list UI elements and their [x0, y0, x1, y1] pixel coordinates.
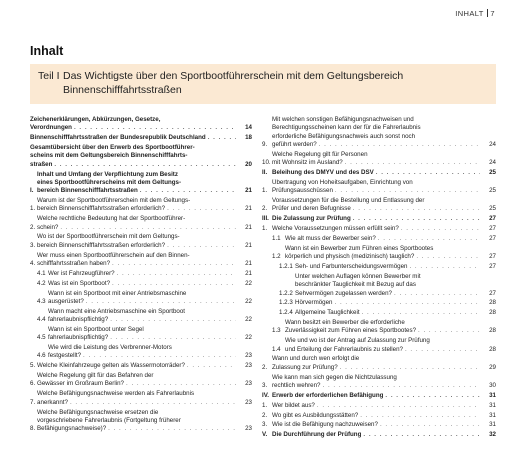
- toc-entry-page: 18: [245, 134, 252, 142]
- toc-entry-number: 6.: [30, 380, 36, 388]
- toc-entry-text: festgestellt?: [48, 352, 82, 360]
- toc-entry: [262, 337, 496, 354]
- toc-entry-number: 2.: [262, 363, 268, 371]
- toc-entry-text: mit Wohnsitz im Ausland?: [272, 159, 343, 167]
- toc-entry-number: 3.: [262, 381, 268, 389]
- toc-entry: [262, 319, 496, 336]
- toc-entry-page: 21: [245, 187, 252, 195]
- toc-entry: [30, 308, 252, 325]
- toc-entry: [262, 235, 496, 243]
- toc-entry-text: schein?: [37, 223, 59, 231]
- dot-leader: [74, 124, 236, 132]
- toc-entry-number: 4.5: [37, 334, 46, 342]
- toc-entry-page: 30: [489, 381, 496, 389]
- toc-entry-text: straßen: [30, 160, 53, 168]
- toc-left-column: [30, 116, 252, 434]
- dot-leader: [378, 235, 480, 243]
- toc-entry: [30, 326, 252, 343]
- toc-entry-page: 22: [245, 297, 252, 305]
- toc-entry-text: anerkannt?: [37, 398, 68, 406]
- toc-entry-text: Welche Regelung gilt für das Befahren der: [37, 372, 154, 380]
- toc-entry: [262, 263, 496, 271]
- toc-entry-page: 28: [489, 327, 496, 335]
- dot-leader: [363, 431, 480, 439]
- toc-entry-number: IV.: [262, 391, 269, 399]
- toc-entry: [30, 362, 252, 370]
- toc-entry-text: Wann ist ein Sportboot unter Segel: [48, 325, 144, 333]
- dot-leader: [208, 134, 236, 142]
- toc-entry-text: Wie ist die Befähigung nachzuweisen?: [272, 421, 378, 429]
- toc-entry: [262, 374, 496, 391]
- toc-entry-page: 23: [245, 425, 252, 433]
- toc-entry-text: eines Sportbootführerscheins mit dem Geltungs-: [37, 178, 182, 186]
- toc-entry-text: Wo ist der Sportbootführerschein mit dem Geltungs-: [37, 233, 180, 241]
- dot-leader: [380, 421, 480, 429]
- toc-entry: [262, 402, 496, 410]
- toc-entry-text: Wann und durch wen erfolgt die: [272, 355, 360, 363]
- toc-entry: [262, 273, 496, 298]
- toc-entry-text: Wie wird die Leistung des Verbrenner-Motors: [48, 344, 172, 352]
- toc-entry-page: 14: [245, 124, 252, 132]
- toc-entry-text: Wer bildet aus?: [272, 401, 315, 409]
- toc-entry: [262, 151, 496, 168]
- toc-entry-number: 4.2: [37, 279, 46, 287]
- toc-entry: [30, 344, 252, 361]
- toc-entry-number: 4.6: [37, 352, 46, 360]
- toc-entry-text: Welche Befähigungsnachweise werden als Fahrerlaubnis: [37, 390, 195, 398]
- dot-leader: [60, 224, 236, 232]
- toc-entry-text: Binnenschifffahrtsstraßen der Bundesrepublik Deutschland: [30, 134, 206, 142]
- toc-entry-text: körperlich und physisch (medizinisch) tauglich?: [285, 253, 415, 261]
- toc-entry-text: ausgerüstet?: [48, 297, 84, 305]
- toc-entry-number: 2.: [262, 205, 268, 213]
- part-title: Das Wichtigste über den Sportbootführerschein mit dem Geltungsbereich Binnenschifffahrtsstraßen: [63, 70, 404, 96]
- toc-entry-number: 1.2: [272, 253, 281, 261]
- toc-entry-number: II.: [262, 169, 268, 177]
- toc-entry-text: Wie alt muss der Bewerber sein?: [285, 234, 376, 242]
- toc-entry-text: Wie kann man sich gegen die Nichtzulassung: [272, 373, 397, 381]
- toc-entry-page: 22: [245, 279, 252, 287]
- toc-entry-text: Wann macht eine Antriebsmaschine ein Sportboot: [48, 307, 186, 315]
- dot-leader: [86, 298, 236, 306]
- toc-entry: [30, 372, 252, 389]
- toc-entry: [30, 233, 252, 250]
- dot-leader: [167, 205, 236, 213]
- toc-entry-number: 5.: [30, 362, 36, 370]
- toc-entry-text: Allgemeine Tauglichkeit: [295, 309, 360, 317]
- toc-entry-text: Mit welchen sonstigen Befähigungsnachweisen und: [272, 116, 414, 123]
- dot-leader: [317, 402, 480, 410]
- toc-entry-text: Wo gibt es Ausbildungsstätten?: [272, 411, 359, 419]
- toc-entry-text: Was ist ein Sportboot?: [48, 279, 111, 287]
- toc-entry-text: Prüfer und deren Befugnisse: [272, 205, 351, 213]
- dot-leader: [362, 309, 480, 317]
- dot-leader: [112, 280, 236, 288]
- toc-entry: [262, 169, 496, 177]
- toc-entry-page: 27: [489, 234, 496, 242]
- toc-entry-text: Befähigungsnachweise)?: [37, 425, 107, 433]
- toc-entry: [30, 252, 252, 269]
- toc-entry-text: und Erteilung der Fahrerlaubnis zu stellen?: [285, 345, 403, 353]
- dot-leader: [140, 187, 236, 195]
- toc-entry-text: Wann besitzt ein Bewerber die erforderliche: [285, 319, 405, 327]
- dot-leader: [167, 242, 236, 250]
- dot-leader: [385, 392, 480, 400]
- toc-entry-text: Warum ist der Sportbootführerschein mit dem Geltungs-: [37, 197, 191, 205]
- toc-entry-page: 27: [489, 215, 496, 223]
- dot-leader: [394, 290, 480, 298]
- toc-entry: [262, 355, 496, 372]
- toc-right-column: [262, 116, 496, 440]
- running-head: [455, 9, 495, 18]
- toc-entry-text: bereich Binnenschifffahrtsstraßen erforderlich?: [37, 205, 166, 213]
- dot-leader: [110, 316, 236, 324]
- toc-entry-text: Zulassung zur Prüfung?: [272, 363, 338, 371]
- dot-leader: [340, 364, 480, 372]
- toc-entry: [30, 270, 252, 278]
- toc-entry-number: III.: [262, 215, 269, 223]
- toc-entry-text: Voraussetzungen für die Bestellung und Entlassung der: [272, 197, 425, 205]
- toc-entry-number: 2.: [30, 223, 36, 231]
- dot-leader: [416, 253, 480, 261]
- toc-entry-page: 31: [489, 391, 496, 399]
- toc-entry-number: 2.: [262, 411, 268, 419]
- toc-entry-text: Wann ist ein Bewerber zum Führen eines Sportbootes: [285, 244, 434, 252]
- toc-entry: [30, 134, 252, 142]
- toc-entry: [262, 215, 496, 223]
- dot-leader: [335, 299, 481, 307]
- toc-entry-page: 21: [245, 269, 252, 277]
- toc-entry-number: 3.: [262, 421, 268, 429]
- dot-leader: [405, 346, 480, 354]
- toc-entry-text: rechtlich wehren?: [272, 381, 321, 389]
- toc-entry-text: Sehvermögen zugelassen werden?: [295, 289, 392, 297]
- toc-entry-page: 31: [489, 401, 496, 409]
- toc-entry-number: 7.: [30, 398, 36, 406]
- toc-entry: [262, 431, 496, 439]
- toc-entry-page: 25: [489, 169, 496, 177]
- toc-entry-page: 27: [489, 263, 496, 270]
- toc-entry-text: erforderliche Befähigungsnachweis auch sonst noch: [272, 132, 416, 140]
- toc-entry-text: Wer ist Fahrzeugführer?: [48, 269, 115, 277]
- dot-leader: [335, 187, 480, 195]
- toc-entry-number: 1.4: [272, 345, 281, 353]
- toc-entry-text: Seh- und Farbunterscheidungsvermögen: [295, 263, 408, 270]
- toc-entry-text: Welche Voraussetzungen müssen erfüllt sein?: [272, 225, 399, 233]
- toc-entry-number: 4.: [30, 260, 36, 267]
- toc-entry-page: 22: [245, 316, 252, 324]
- toc-entry-number: 4.3: [37, 297, 46, 305]
- toc-entry: [30, 409, 252, 434]
- toc-entry-page: 27: [489, 225, 496, 233]
- toc-entry: [262, 309, 496, 317]
- toc-entry-page: 20: [245, 160, 252, 168]
- dot-leader: [112, 260, 236, 268]
- dot-leader: [83, 352, 236, 360]
- toc-entry-page: 28: [489, 299, 496, 307]
- toc-entry-text: fahrerlaubnispflichtig?: [48, 334, 109, 342]
- running-head-page-number: 7: [490, 9, 495, 18]
- dot-leader: [187, 362, 236, 370]
- toc-entry-number: 1.2.2: [279, 289, 293, 297]
- toc-entry-page: 22: [245, 334, 252, 342]
- toc-entry: [30, 144, 252, 169]
- toc-entry-text: Prüfungsausschüssen: [272, 187, 333, 195]
- toc-entry: [30, 390, 252, 407]
- toc-entry-page: 28: [489, 345, 496, 353]
- toc-entry-number: 1.3: [272, 327, 281, 335]
- toc-entry-number: 1.: [262, 225, 268, 233]
- toc-entry: [30, 171, 252, 196]
- toc-entry-text: Übertragung von Hoheitsaufgaben, Einrichtung von: [272, 178, 413, 186]
- toc-entry: [262, 392, 496, 400]
- dot-leader: [353, 205, 480, 213]
- toc-entry-text: Welche Kleinfahrzeuge gelten als Wassermotorräder?: [37, 362, 185, 370]
- toc-entry-page: 25: [489, 205, 496, 213]
- toc-entry-text: geführt werden?: [272, 141, 317, 149]
- dot-leader: [353, 215, 480, 223]
- toc-entry-number: 1.: [262, 401, 268, 409]
- toc-entry-text: Welche Befähigungsnachweise ersetzen die: [37, 408, 159, 416]
- toc-entry-number: 8.: [30, 425, 36, 433]
- toc-entry-page: 21: [245, 241, 252, 249]
- toc-entry: [262, 197, 496, 214]
- dot-leader: [376, 169, 480, 177]
- toc-entry: [262, 421, 496, 429]
- toc-entry-page: 27: [489, 253, 496, 261]
- toc-entry-number: 1.: [262, 187, 268, 195]
- toc-entry-text: Wann ist ein Sportboot mit einer Antriebsmaschine: [48, 289, 187, 297]
- toc-entry-number: 1.2.1: [279, 263, 293, 270]
- dot-leader: [360, 412, 480, 420]
- toc-entry-text: beschränkter Tauglichkeit mit Bezug auf das: [295, 281, 416, 289]
- toc-entry-text: Die Zulassung zur Prüfung: [272, 215, 351, 223]
- toc-entry-text: scheins mit dem Geltungsbereich Binnenschifffahrts-: [30, 152, 188, 160]
- toc-entry-number: 1.2.3: [279, 299, 293, 307]
- toc-entry: [30, 280, 252, 288]
- dot-leader: [345, 159, 480, 167]
- toc-entry-text: Hörvermögen: [295, 299, 333, 307]
- toc-entry: [30, 215, 252, 232]
- running-head-label: INHALT: [455, 9, 484, 18]
- toc-entry-page: 27: [489, 289, 496, 297]
- toc-entry: [262, 299, 496, 307]
- toc-entry-text: Gewässer im Großraum Berlin?: [37, 380, 124, 388]
- part-number: Teil I: [38, 70, 60, 82]
- toc-entry-number: 1.2.4: [279, 309, 293, 317]
- toc-entry-text: Wie und wo ist der Antrag auf Zulassung zur Prüfung: [285, 337, 430, 345]
- toc-entry-number: 3.: [30, 241, 36, 249]
- dot-leader: [70, 399, 236, 407]
- toc-entry-text: Verordnungen: [30, 124, 72, 132]
- toc-entry-text: vorgeschriebene Fahrerlaubnis (Fortgeltung früherer: [37, 416, 181, 424]
- toc-entry-page: 21: [245, 223, 252, 231]
- toc-entry-number: I.: [30, 187, 34, 195]
- toc-entry-number: 9.: [262, 141, 268, 149]
- dot-leader: [323, 382, 481, 390]
- dot-leader: [110, 334, 236, 342]
- toc-entry-page: 24: [489, 141, 496, 149]
- toc-entry-page: 23: [245, 380, 252, 388]
- toc-entry-page: 21: [245, 260, 252, 267]
- dot-leader: [319, 141, 480, 149]
- toc-entry-text: schifffahrtsstraßen haben?: [37, 260, 111, 267]
- toc-entry-page: 25: [489, 187, 496, 195]
- toc-entry-text: bereich Binnenschifffahrtsstraßen: [37, 187, 138, 195]
- dot-leader: [409, 263, 480, 271]
- toc-entry-number: 10.: [262, 159, 271, 167]
- toc-entry-text: Erwerb der erforderlichen Befähigung: [272, 391, 384, 399]
- toc-entry-text: Unter welchen Auflagen können Bewerber mit: [295, 272, 421, 280]
- toc-entry-number: 4.4: [37, 316, 46, 324]
- toc-entry-page: 21: [245, 205, 252, 213]
- dot-leader: [54, 161, 236, 169]
- toc-entry-page: 23: [245, 362, 252, 370]
- toc-entry-page: 31: [489, 411, 496, 419]
- toc-entry: [30, 116, 252, 133]
- toc-entry-text: Inhalt und Umfang der Verpflichtung zum Besitz: [37, 170, 178, 178]
- toc-entry-page: 31: [489, 421, 496, 429]
- dot-leader: [418, 327, 480, 335]
- toc-entry-number: 1.1: [272, 234, 281, 242]
- toc-entry-text: Zeichenerklärungen, Abkürzungen, Gesetze,: [30, 116, 161, 123]
- toc-entry-page: 23: [245, 398, 252, 406]
- toc-entry-number: 1.: [30, 205, 36, 213]
- toc-entry-number: 4.1: [37, 269, 46, 277]
- toc-entry-text: Welche rechtliche Bedeutung hat der Sportbootführer-: [37, 215, 186, 223]
- toc-entry-page: 24: [489, 159, 496, 167]
- toc-entry-page: 23: [245, 352, 252, 360]
- toc-entry: [262, 225, 496, 233]
- toc-entry: [262, 116, 496, 149]
- running-head-divider: [487, 9, 488, 17]
- toc-entry-page: 32: [489, 431, 496, 439]
- dot-leader: [108, 425, 236, 433]
- toc-entry: [30, 197, 252, 214]
- toc-entry-text: Die Durchführung der Prüfung: [272, 431, 362, 439]
- toc-entry-text: Wer muss einen Sportbootführerschein auf den Binnen-: [37, 251, 190, 259]
- dot-leader: [401, 225, 480, 233]
- toc-entry: [262, 179, 496, 196]
- toc-entry-text: Welche Regelung gilt für Personen: [272, 150, 368, 158]
- page-title: Inhalt: [30, 44, 64, 58]
- dot-leader: [117, 270, 236, 278]
- toc-entry-text: bereich Binnenschifffahrtsstraßen erforderlich?: [37, 241, 166, 249]
- toc-entry: [262, 412, 496, 420]
- part-heading-band: [30, 64, 496, 104]
- dot-leader: [126, 380, 236, 388]
- toc-entry-page: 29: [489, 363, 496, 371]
- toc-entry: [262, 245, 496, 262]
- toc-entry-number: V.: [262, 431, 268, 439]
- toc-entry-page: 28: [489, 309, 496, 317]
- toc-entry: [30, 290, 252, 307]
- toc-entry-text: Berechtigungsscheinen kann der für die Fahrerlaubnis: [272, 124, 421, 132]
- toc-entry-text: Gesamtübersicht über den Erwerb des Sportbootführer-: [30, 144, 195, 152]
- toc-entry-text: fahrerlaubnispflichtig?: [48, 316, 109, 324]
- toc-entry-text: Zuverlässigkeit zum Führen eines Sportbootes?: [285, 327, 417, 335]
- toc-entry-text: Beleihung des DMYV und des DSV: [272, 169, 374, 177]
